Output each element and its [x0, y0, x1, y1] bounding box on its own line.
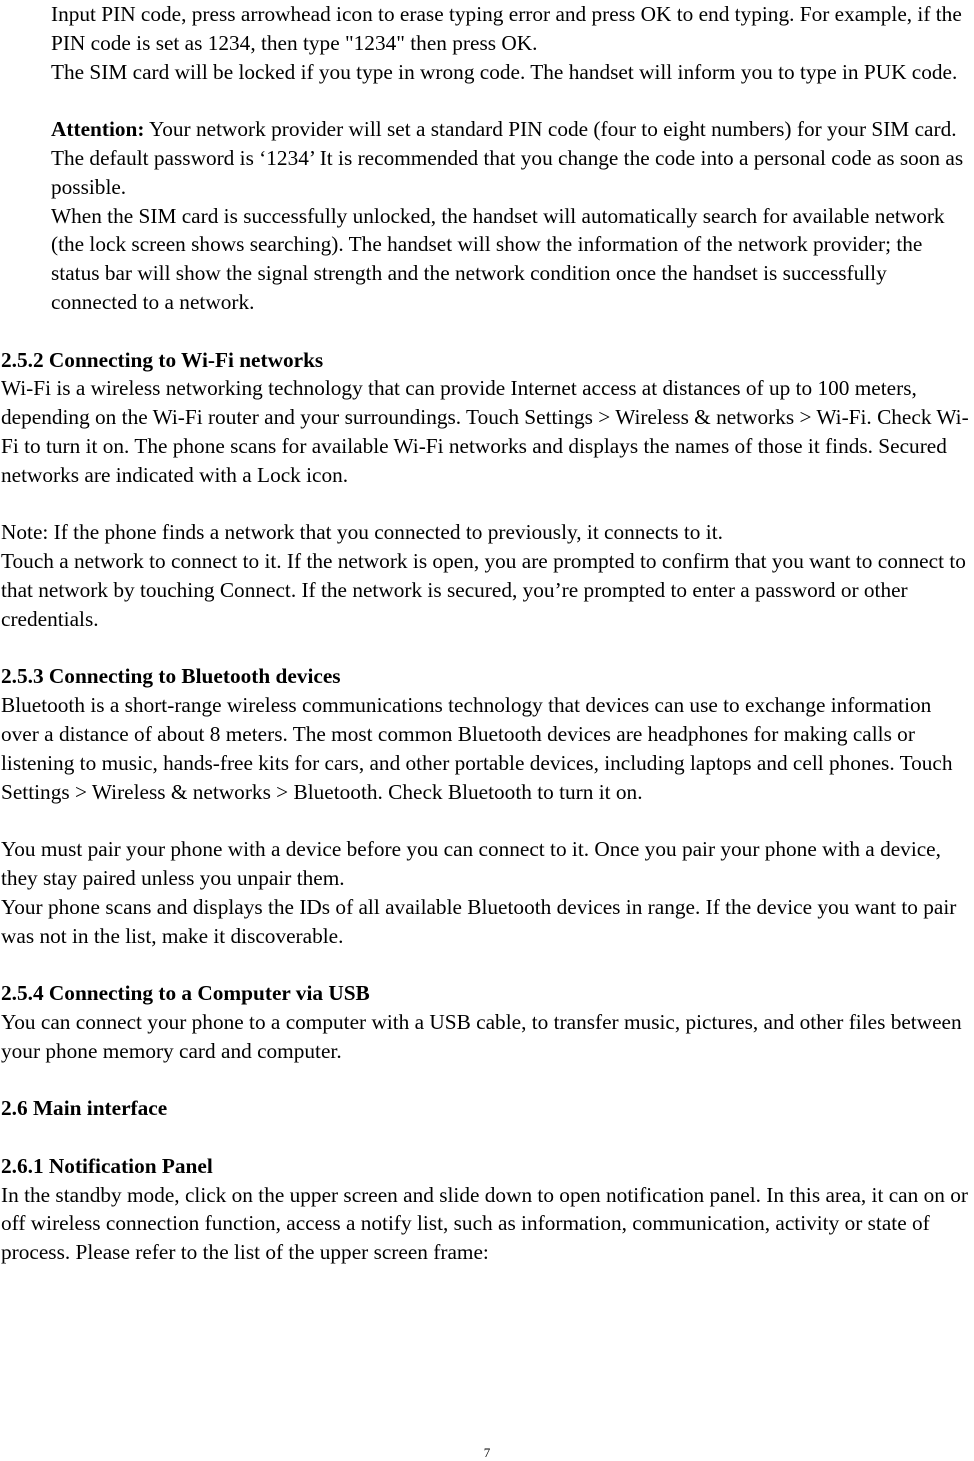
- main-interface-section: [1, 1094, 973, 1123]
- wifi-note-paragraph: Note: If the phone finds a network that you connected to previously, it connects to it.: [1, 520, 723, 545]
- sim-unlocked-paragraph: When the SIM card is successfully unlocked, the handset will automatically search for available network (the lock screen shows searching). The handset will show the information of the network provider; the status bar will show the signal strength and the network condition once the handset is successfully connected to a network.: [51, 203, 945, 314]
- wifi-heading: 2.5.2 Connecting to Wi-Fi networks: [1, 347, 324, 372]
- page-content: [1, 0, 973, 1267]
- bluetooth-section: [1, 662, 973, 950]
- sim-locked-paragraph: The SIM card will be locked if you type in wrong code. The handset will inform you to type in PUK code.: [51, 59, 958, 84]
- bluetooth-intro-paragraph: Bluetooth is a short-range wireless communications technology that devices can use to exchange information over a distance of about 8 meters. The most common Bluetooth devices are headphones for making calls or listening to music, hands-free kits for cars, and other portable devices, including laptops and cell phones. Touch Settings > Wireless & networks > Bluetooth. Check Bluetooth to turn it on.: [1, 693, 953, 804]
- page-number: 7: [483, 1445, 491, 1460]
- usb-heading: 2.5.4 Connecting to a Computer via USB: [1, 981, 370, 1006]
- wifi-section: [1, 346, 973, 634]
- bluetooth-scan-paragraph: Your phone scans and displays the IDs of all available Bluetooth devices in range. If the device you want to pair was not in the list, make it discoverable.: [1, 894, 957, 948]
- bluetooth-heading: 2.5.3 Connecting to Bluetooth devices: [1, 664, 341, 689]
- pin-entry-paragraph: Input PIN code, press arrowhead icon to erase typing error and press OK to end typing. For example, if the PIN code is set as 1234, then type "1234" then press OK.: [51, 2, 962, 55]
- notification-paragraph: In the standby mode, click on the upper screen and slide down to open notification panel. In this area, it can on or off wireless connection function, access a notify list, such as information, communication, activity or state of process. Please refer to the list of the upper screen frame:: [1, 1182, 968, 1265]
- attention-paragraph: [51, 115, 973, 201]
- bluetooth-pair-paragraph: You must pair your phone with a device before you can connect to it. Once you pair your phone with a device, they stay paired unless you unpair them.: [1, 837, 941, 890]
- main-interface-heading: 2.6 Main interface: [1, 1096, 168, 1121]
- wifi-intro-paragraph: Wi-Fi is a wireless networking technology that can provide Internet access at distances of up to 100 meters, depending on the Wi-Fi router and your surroundings. Touch Settings > Wireless & networks > Wi-Fi. Check Wi-Fi to turn it on. The phone scans for available Wi-Fi networks and displays the names of those it finds. Secured networks are indicated with a Lock icon.: [1, 376, 969, 487]
- wifi-connect-paragraph: Touch a network to connect to it. If the network is open, you are prompted to confirm that you want to connect to that network by touching Connect. If the network is secured, you’re prompted to enter a password or other credentials.: [1, 549, 966, 631]
- usb-section: [1, 979, 973, 1065]
- usb-paragraph: You can connect your phone to a computer with a USB cable, to transfer music, pictures, and other files between your phone memory card and computer.: [1, 1009, 962, 1063]
- attention-text: Your network provider will set a standard PIN code (four to eight numbers) for your SIM card. The default password is ‘1234’ It is recommended that you change the code into a personal code as soon as possible.: [51, 117, 964, 199]
- pin-instructions-block: [1, 0, 973, 317]
- notification-heading: 2.6.1 Notification Panel: [1, 1153, 213, 1178]
- attention-label: Attention:: [51, 117, 145, 142]
- notification-section: [1, 1152, 973, 1267]
